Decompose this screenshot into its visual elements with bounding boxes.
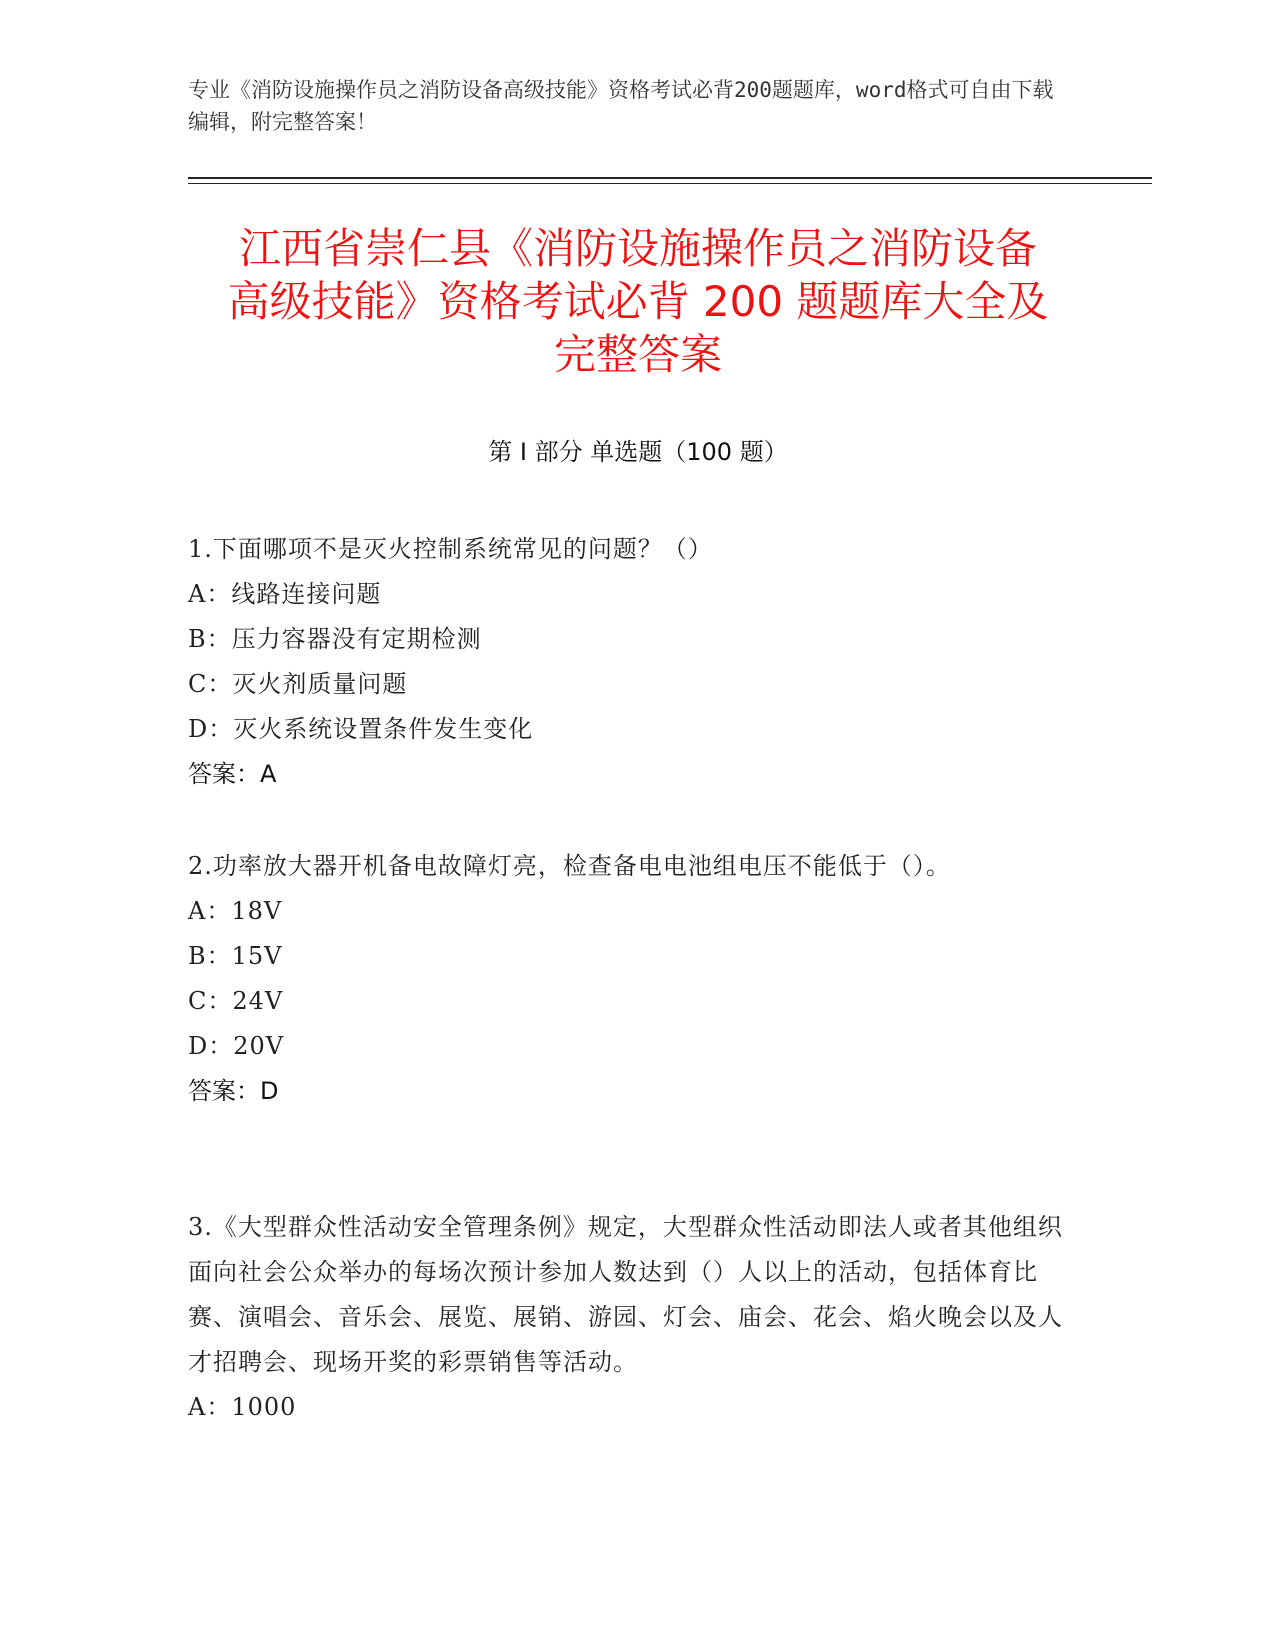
option-a: A：1000 bbox=[188, 1393, 297, 1421]
option-c: C：24V bbox=[188, 987, 284, 1015]
header-note: 专业《消防设施操作员之消防设备高级技能》资格考试必背200题题库，word格式可自由下载编辑，附完整答案！ bbox=[188, 78, 1054, 134]
question-stem: 2.功率放大器开机备电故障灯亮，检查备电电池组电压不能低于（）。 bbox=[188, 852, 951, 880]
option-c: C：灭火剂质量问题 bbox=[188, 670, 408, 698]
option-d: D：20V bbox=[188, 1032, 285, 1060]
answer: 答案：A bbox=[188, 760, 277, 788]
question-stem: 3.《大型群众性活动安全管理条例》规定，大型群众性活动即法人或者其他组织面向社会公众举办的每场次预计参加人数达到（）人以上的活动，包括体育比赛、演唱会、音乐会、展览、展销、游园、灯会、庙会、花会、焰火晚会以及人才招聘会、现场开奖的彩票销售等活动。 bbox=[188, 1213, 1063, 1376]
option-a: A：18V bbox=[188, 897, 283, 925]
option-b: B：压力容器没有定期检测 bbox=[188, 625, 482, 653]
document-title-line-2: 高级技能》资格考试必背 200 题题库大全及 bbox=[227, 277, 1049, 326]
question-3 bbox=[188, 1205, 1068, 1430]
header-divider-thin bbox=[188, 183, 1152, 184]
option-d: D：灭火系统设置条件发生变化 bbox=[188, 715, 534, 743]
option-a: A：线路连接问题 bbox=[188, 580, 382, 608]
section-heading: 第 I 部分 单选题（100 题） bbox=[488, 438, 788, 466]
question-2 bbox=[188, 844, 1068, 1114]
option-b: B：15V bbox=[188, 942, 283, 970]
question-stem: 1.下面哪项不是灭火控制系统常见的问题？（） bbox=[188, 535, 713, 563]
header-divider-thick bbox=[188, 177, 1152, 179]
answer: 答案：D bbox=[188, 1077, 279, 1105]
document-title-line-1: 江西省崇仁县《消防设施操作员之消防设备 bbox=[238, 224, 1037, 273]
question-1 bbox=[188, 527, 1068, 797]
document-title bbox=[188, 222, 1088, 381]
document-title-line-3: 完整答案 bbox=[553, 330, 722, 379]
